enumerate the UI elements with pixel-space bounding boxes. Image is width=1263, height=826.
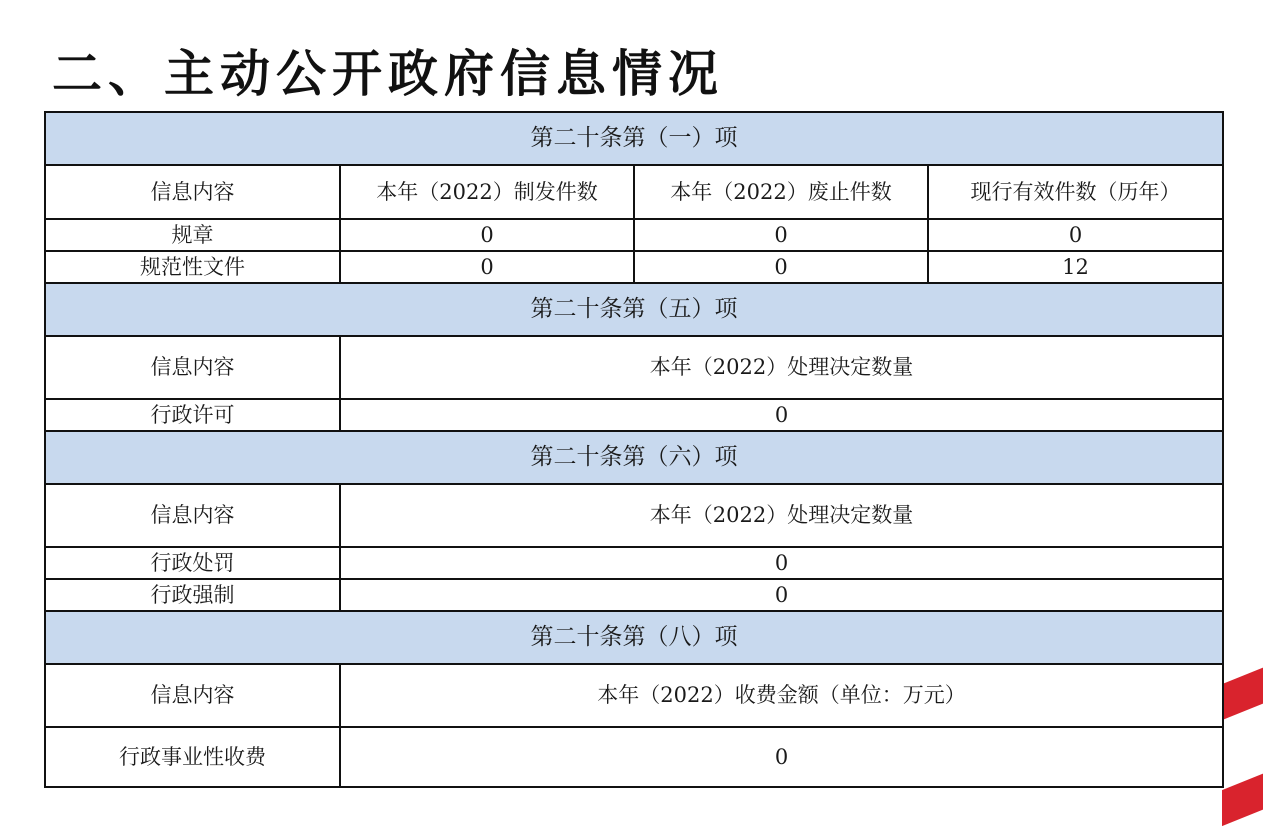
column-header: 本年（2022）制发件数 xyxy=(340,165,634,219)
table-cell: 0 xyxy=(340,399,1223,431)
section-heading: 第二十条第（八）项 xyxy=(45,611,1223,664)
section-heading-row xyxy=(45,112,1223,165)
row-label: 规章 xyxy=(45,219,340,251)
table-cell: 0 xyxy=(340,219,634,251)
table-cell: 0 xyxy=(340,251,634,283)
table-row xyxy=(45,579,1223,611)
column-header: 信息内容 xyxy=(45,165,340,219)
row-label: 行政事业性收费 xyxy=(45,727,340,787)
section-heading-row xyxy=(45,283,1223,336)
red-ribbon-decoration xyxy=(1222,660,1263,720)
column-header: 信息内容 xyxy=(45,484,340,547)
row-label: 规范性文件 xyxy=(45,251,340,283)
section-heading-row xyxy=(45,611,1223,664)
column-header: 现行有效件数（历年） xyxy=(928,165,1223,219)
information-disclosure-table xyxy=(44,111,1224,788)
page-title: 二、主动公开政府信息情况 xyxy=(52,45,724,103)
table-cell: 0 xyxy=(928,219,1223,251)
table-cell: 0 xyxy=(634,251,928,283)
column-header: 本年（2022）处理决定数量 xyxy=(340,336,1223,399)
header-row xyxy=(45,165,1223,219)
column-header: 本年（2022）收费金额（单位：万元） xyxy=(340,664,1223,727)
table-row xyxy=(45,399,1223,431)
row-label: 行政处罚 xyxy=(45,547,340,579)
column-header: 本年（2022）处理决定数量 xyxy=(340,484,1223,547)
red-ribbon-decoration-lower xyxy=(1222,766,1263,826)
table-cell: 0 xyxy=(340,547,1223,579)
section-heading-row xyxy=(45,431,1223,484)
table-cell: 0 xyxy=(340,727,1223,787)
section-heading: 第二十条第（五）项 xyxy=(45,283,1223,336)
row-label: 行政强制 xyxy=(45,579,340,611)
table-row xyxy=(45,251,1223,283)
row-label: 行政许可 xyxy=(45,399,340,431)
section-heading: 第二十条第（一）项 xyxy=(45,112,1223,165)
column-header: 本年（2022）废止件数 xyxy=(634,165,928,219)
table-row xyxy=(45,727,1223,787)
header-row xyxy=(45,484,1223,547)
header-row xyxy=(45,336,1223,399)
table-row xyxy=(45,219,1223,251)
table-row xyxy=(45,547,1223,579)
section-heading: 第二十条第（六）项 xyxy=(45,431,1223,484)
table-cell: 0 xyxy=(634,219,928,251)
column-header: 信息内容 xyxy=(45,336,340,399)
table-cell: 0 xyxy=(340,579,1223,611)
column-header: 信息内容 xyxy=(45,664,340,727)
table-cell: 12 xyxy=(928,251,1223,283)
header-row xyxy=(45,664,1223,727)
